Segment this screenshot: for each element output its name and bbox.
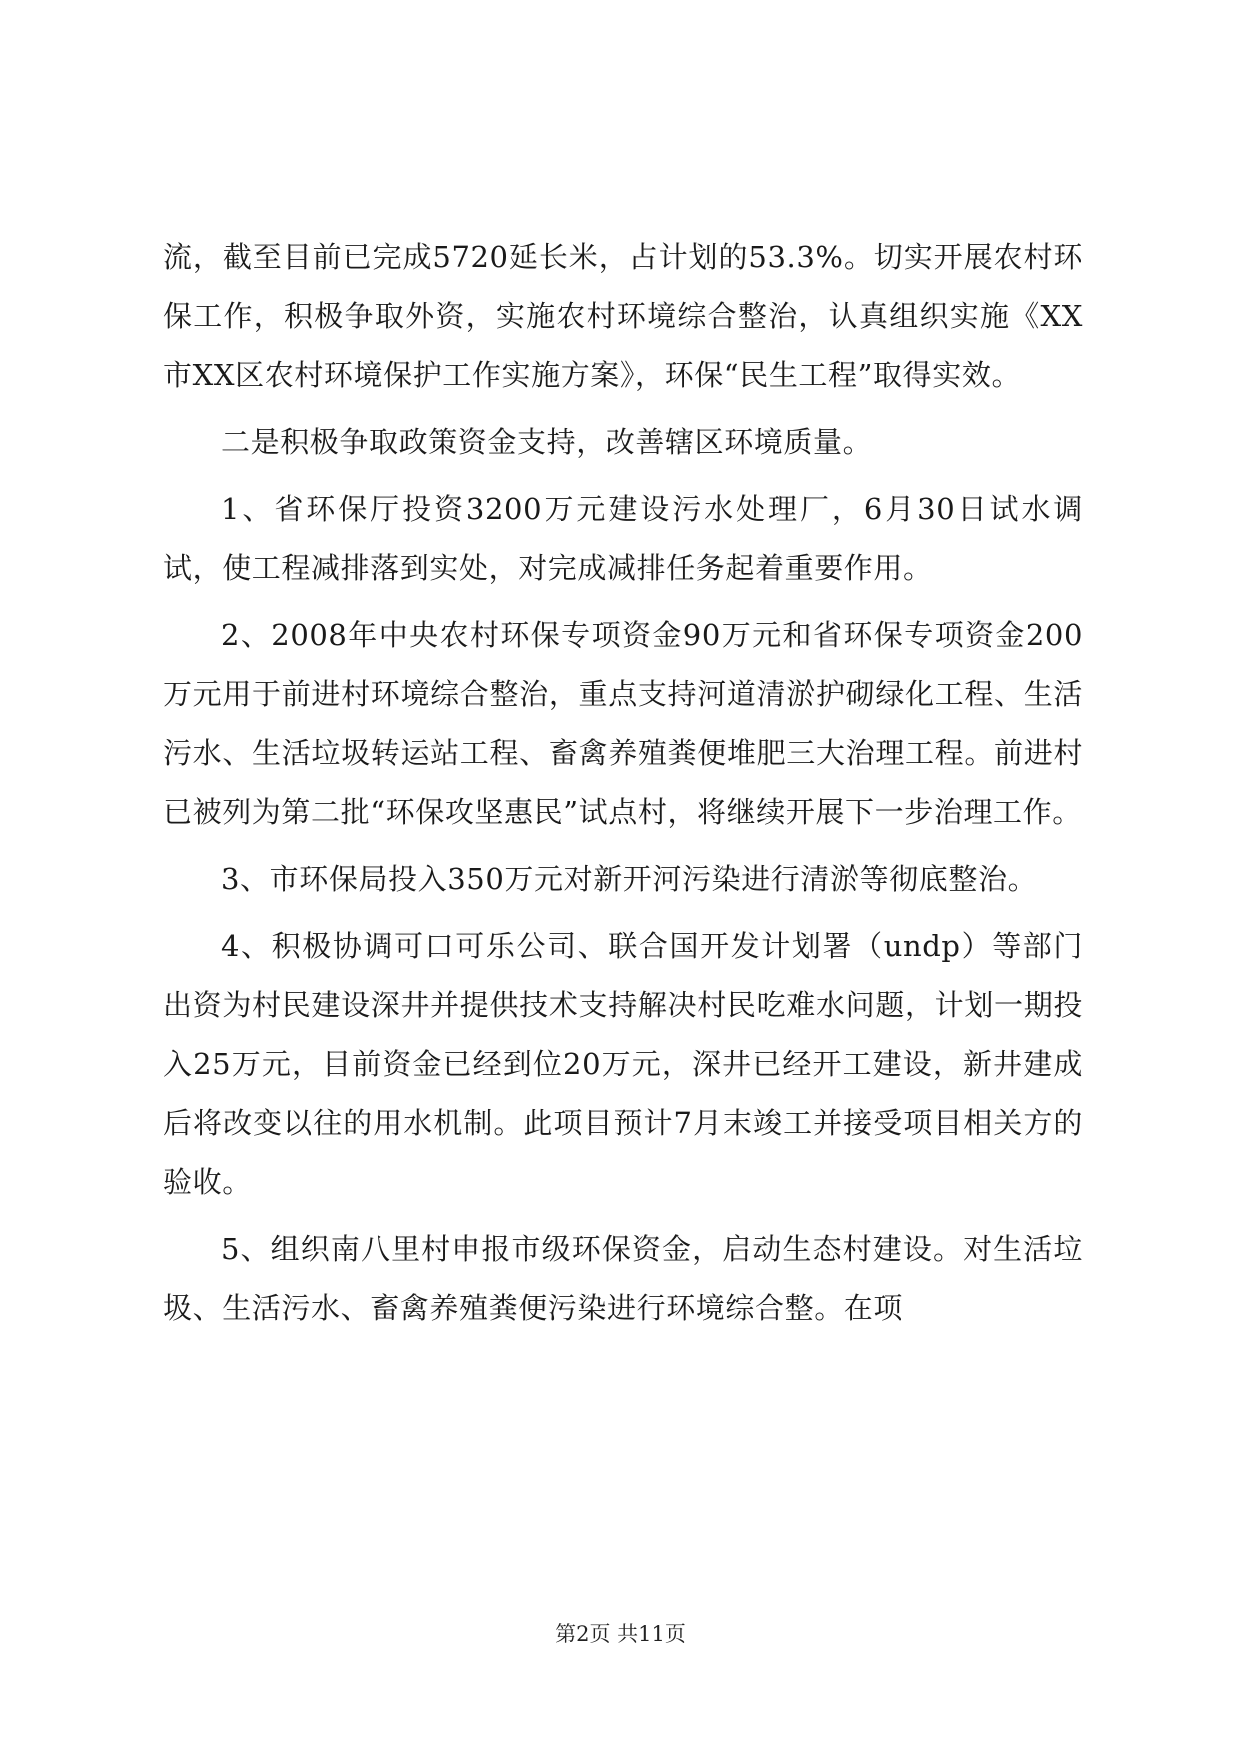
document-body: [163, 228, 1083, 1346]
page-number-label: 第2页 共11页: [555, 1622, 686, 1646]
paragraph-continuation: 流，截至目前已完成5720延长米，占计划的53.3%。切实开展农村环保工作，积极争取外资，实施农村环境综合整治，认真组织实施《XX市XX区农村环境保护工作实施方案》，环保“民生工程”取得实效。: [163, 240, 1083, 392]
paragraph-section-heading: 二是积极争取政策资金支持，改善辖区环境质量。: [221, 425, 873, 459]
paragraph-item-2: 2、2008年中央农村环保专项资金90万元和省环保专项资金200万元用于前进村环境综合整治，重点支持河道清淤护砌绿化工程、生活污水、生活垃圾转运站工程、畜禽养殖粪便堆肥三大治理工程。前进村已被列为第二批“环保攻坚惠民”试点村，将继续开展下一步治理工作。: [163, 618, 1083, 829]
paragraph-item-1: 1、省环保厅投资3200万元建设污水处理厂，6月30日试水调试，使工程减排落到实处，对完成减排任务起着重要作用。: [163, 492, 1083, 585]
paragraph-item-3: 3、市环保局投入350万元对新开河污染进行清淤等彻底整治。: [221, 862, 1038, 896]
paragraph-item-5: 5、组织南八里村申报市级环保资金，启动生态村建设。对生活垃圾、生活污水、畜禽养殖粪便污染进行环境综合整。在项: [163, 1232, 1083, 1325]
page-footer: [0, 1618, 1241, 1648]
paragraph-item-4: 4、积极协调可口可乐公司、联合国开发计划署（undp）等部门出资为村民建设深井并提供技术支持解决村民吃难水问题，计划一期投入25万元，目前资金已经到位20万元，深井已经开工建设，新井建成后将改变以往的用水机制。此项目预计7月末竣工并接受项目相关方的验收。: [163, 929, 1083, 1199]
